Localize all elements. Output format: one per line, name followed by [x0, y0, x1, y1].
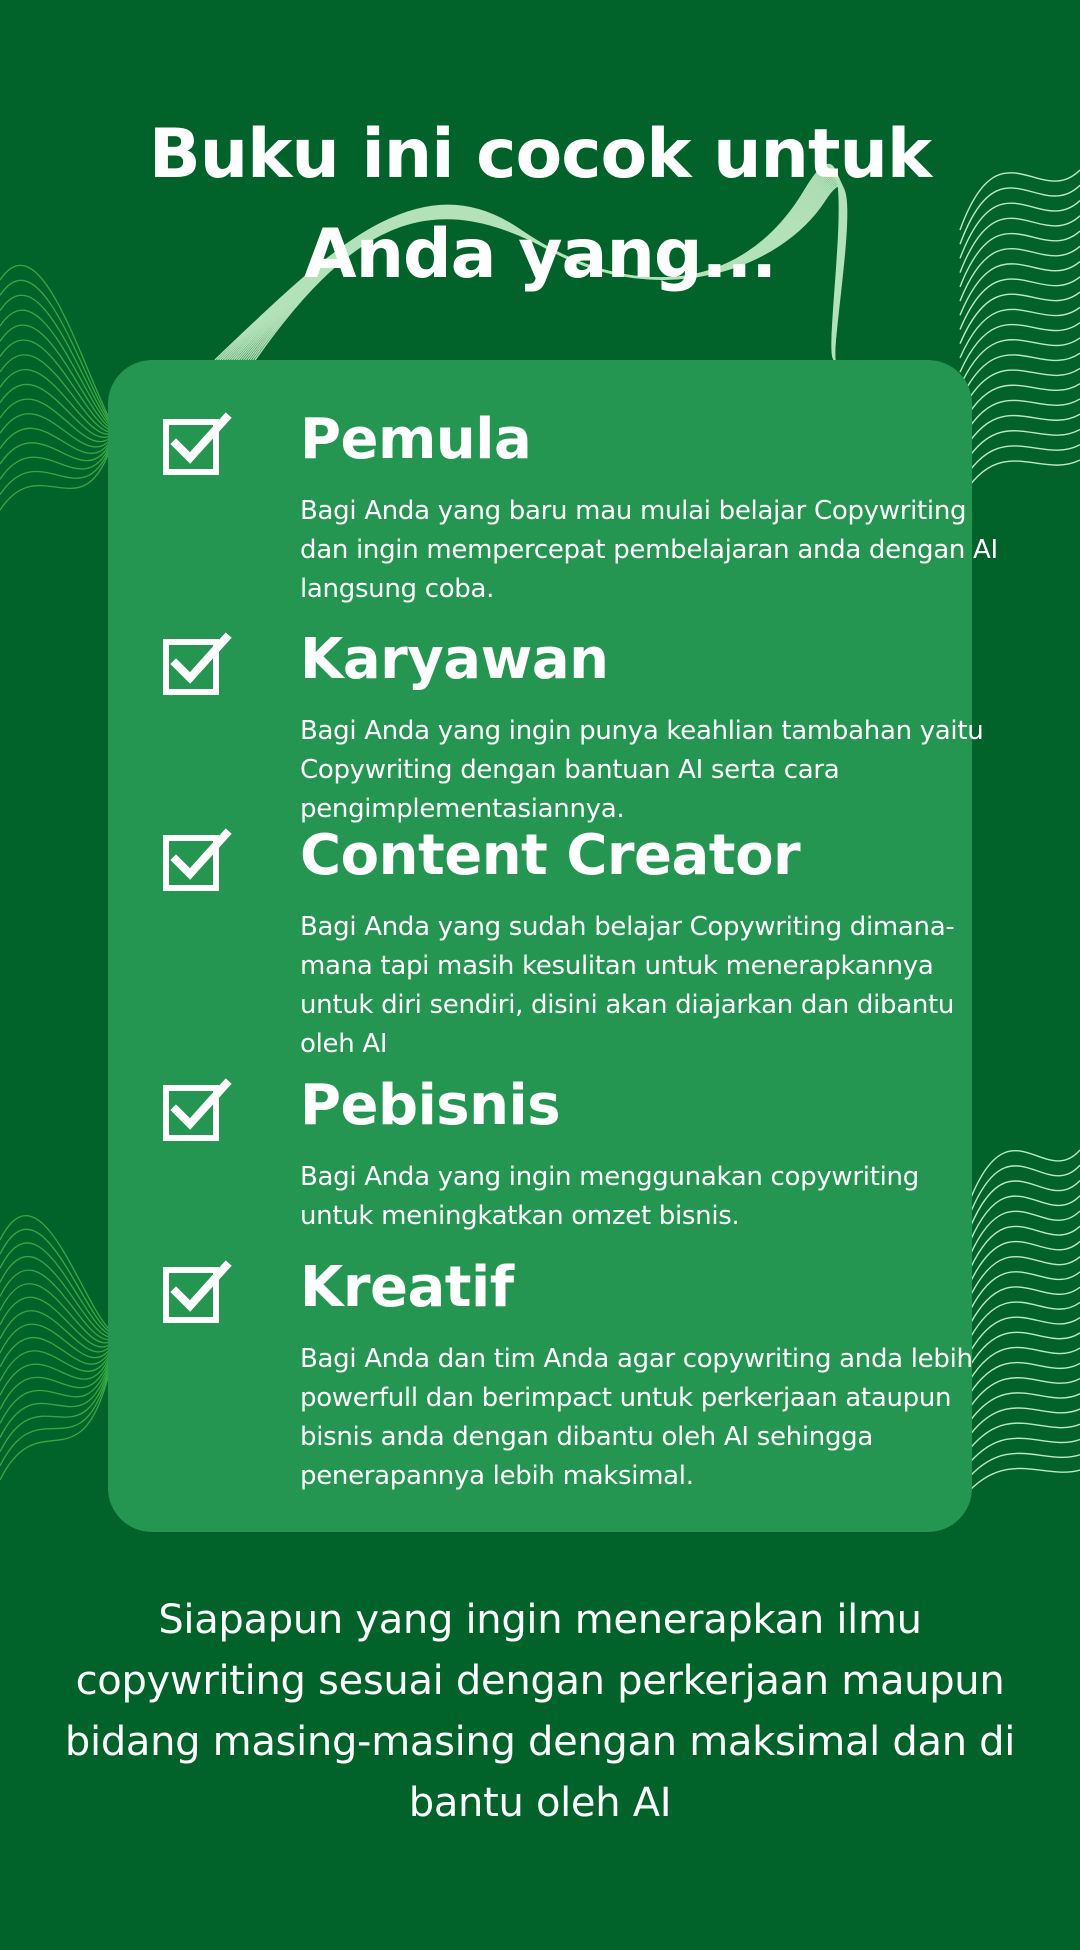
- audience-item-description: Bagi Anda dan tim Anda agar copywriting anda lebih powerfull dan berimpact untuk perkerjaan ataupun bisnis anda dengan dibantu oleh AI sehingga penerapannya lebih maksimal.: [300, 1344, 973, 1491]
- wave-line: [0, 1311, 110, 1352]
- wave-line: [960, 384, 1080, 429]
- audience-card: [108, 360, 998, 1532]
- page-title-line-2: Anda yang...: [303, 215, 777, 294]
- audience-item-description: Bagi Anda yang ingin menggunakan copywriting untuk meningkatkan omzet bisnis.: [300, 1162, 919, 1231]
- wave-line: [0, 450, 110, 510]
- wave-line: [0, 310, 110, 426]
- checkbox-checked-icon: [162, 828, 232, 894]
- wave-line: [960, 399, 1080, 443]
- wave-line: [0, 428, 110, 453]
- wave-line: [970, 1257, 1080, 1297]
- wave-line: [0, 325, 110, 428]
- checkbox-checked-icon: [162, 1260, 232, 1326]
- audience-item-title: Pebisnis: [300, 1073, 561, 1138]
- wave-line: [0, 1363, 110, 1438]
- wave-line: [0, 1358, 110, 1409]
- wave-line: [960, 323, 1080, 372]
- wave-line: [0, 1324, 110, 1358]
- wave-line: [960, 368, 1080, 414]
- page-title: [60, 105, 1020, 305]
- wave-line: [0, 1365, 110, 1451]
- wave-line: [970, 1241, 1080, 1282]
- wave-line: [0, 443, 110, 464]
- wave-line: [0, 355, 110, 432]
- wave-line: [970, 1302, 1080, 1338]
- wave-line: [960, 445, 1080, 486]
- checkbox-checked-icon: [162, 1078, 232, 1144]
- audience-item-title: Karyawan: [300, 627, 609, 692]
- audience-item-title: Kreatif: [300, 1255, 514, 1320]
- wave-line: [0, 1270, 110, 1339]
- wave-line: [960, 353, 1080, 400]
- wave-line: [0, 295, 110, 424]
- audience-item-description: Bagi Anda yang ingin punya keahlian tambahan yaitu Copywriting dengan bantuan AI serta cara pengimplementasiannya.: [300, 716, 984, 824]
- wave-line: [0, 1356, 110, 1395]
- audience-item-description: Bagi Anda yang sudah belajar Copywriting dimana-mana tapi masih kesulitan untuk menerapkannya untuk diri sendiri, disini akan diajarkan dan dibantu oleh AI: [300, 912, 955, 1059]
- wave-line: [960, 338, 1080, 386]
- wave-line: [0, 1361, 110, 1424]
- wave-line: [0, 414, 110, 447]
- wave-line: [0, 1370, 110, 1480]
- closing-statement: Siapapun yang ingin menerapkan ilmu copywriting sesuai dengan perkerjaan maupun bidang masing-masing dengan maksimal dan di bantu oleh AI: [64, 1597, 1016, 1826]
- wave-line: [0, 1297, 110, 1347]
- wave-line: [0, 1338, 110, 1368]
- wave-line: [0, 384, 110, 437]
- wave-line: [0, 399, 110, 442]
- checkbox-checked-icon: [162, 412, 232, 478]
- wave-line: [970, 1272, 1080, 1311]
- wave-line: [0, 1216, 110, 1330]
- wave-line: [0, 1351, 110, 1381]
- wave-line: [0, 370, 110, 435]
- checkbox-checked-icon: [162, 632, 232, 698]
- wave-line: [0, 340, 110, 430]
- page-title-line-1: Buku ini cocok untuk: [148, 115, 932, 194]
- wave-line: [0, 1257, 110, 1338]
- wave-line: [0, 1243, 110, 1335]
- wave-line: [0, 1284, 110, 1343]
- wave-line: [0, 446, 110, 479]
- wave-line: [0, 1229, 110, 1332]
- wave-line: [960, 307, 1080, 358]
- wave-line: [0, 448, 110, 495]
- audience-item-title: Content Creator: [300, 823, 801, 888]
- wave-line: [960, 414, 1080, 457]
- wave-line: [0, 1368, 110, 1466]
- audience-item-description: Bagi Anda yang baru mau mulai belajar Copywriting dan ingin mempercepat pembelajaran anda dengan AI langsung coba.: [300, 496, 998, 604]
- wave-line: [960, 429, 1080, 471]
- wave-line: [970, 1287, 1080, 1324]
- audience-item-title: Pemula: [300, 407, 532, 472]
